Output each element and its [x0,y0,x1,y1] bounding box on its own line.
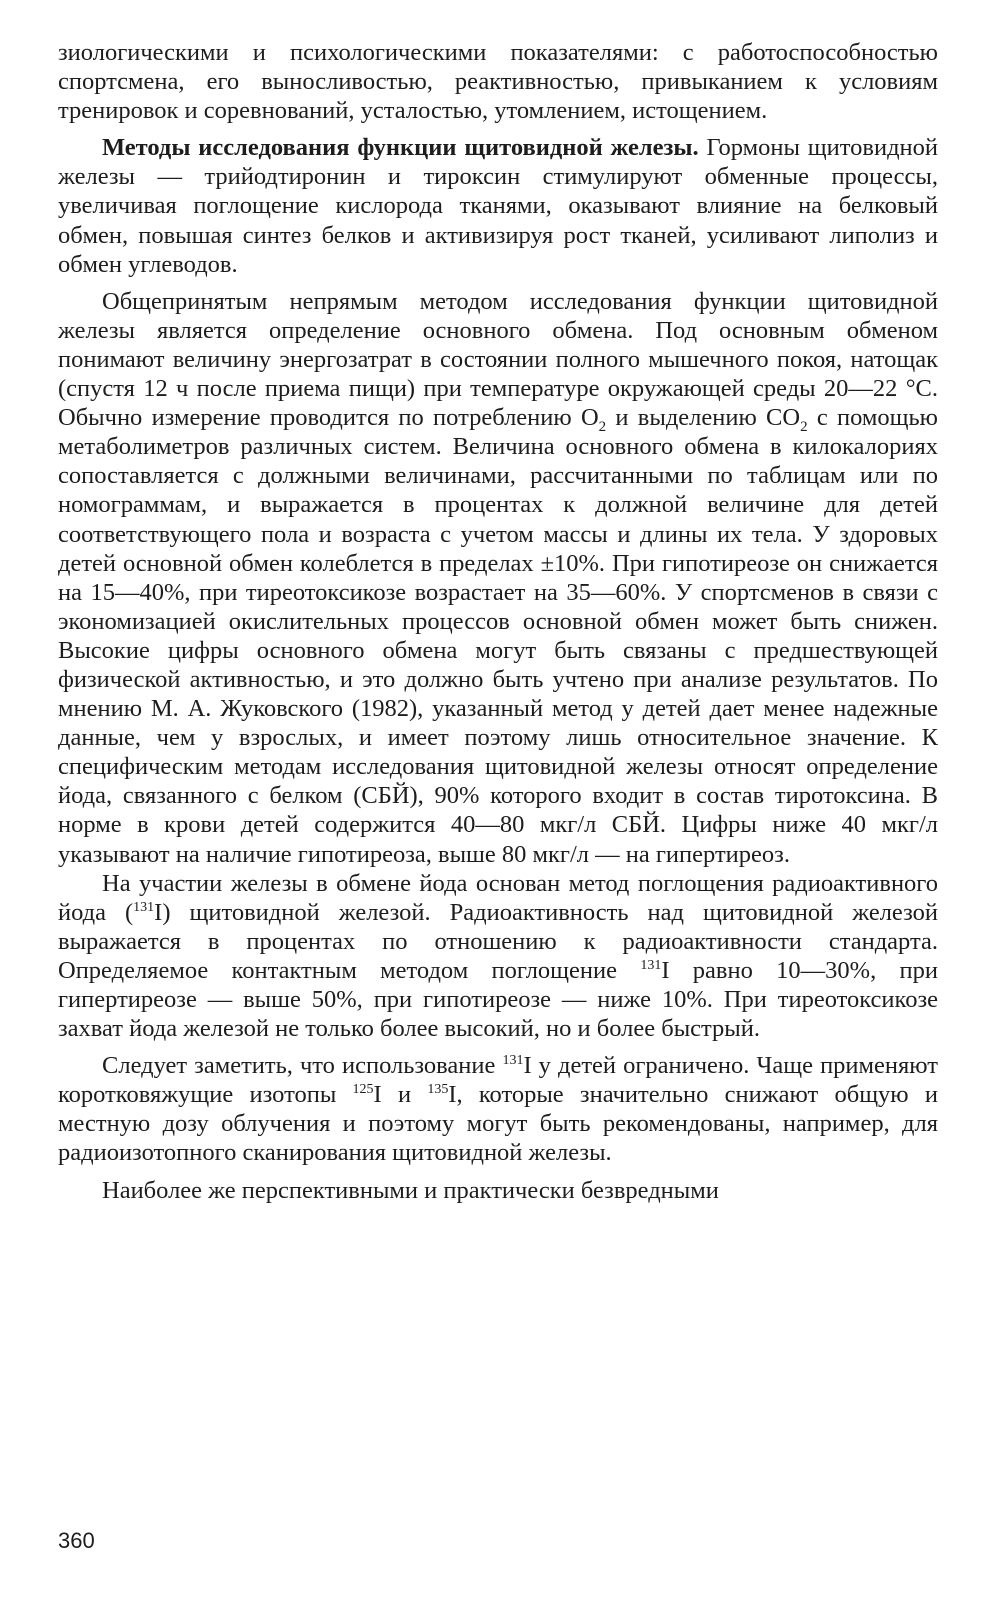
paragraph-basal-metabolism [58,287,938,869]
paragraph-text: Гормоны щитовидной железы — трийодтиронин и тироксин стимулируют обменные процессы, увеличивая поглощение кислорода тканями, оказывают влияние на белковый обмен, повышая синтез белков и активизируя рост тканей, усиливают липолиз и обмен углеводов. [58,134,939,278]
superscript: 131 [502,1053,524,1069]
superscript: 135 [427,1082,449,1098]
paragraph-text: и выделению СО [606,404,801,432]
paragraph-final [58,1176,938,1205]
paragraph-text: с помощью метаболиметров различных систем. Величина основного обмена в килокалориях сопоставляется с должными величинами, рассчитанными по таблицам или по номограммам, и выражается в процентах к должной величине для детей соответствующего пола и возраста с учетом массы и длины их тела. У здоровых детей основной обмен колеблется в пределах ±10%. При гипотиреозе он снижается на 15—40%, при тиреотоксикозе возрастает на 35—60%. У спортсменов в связи с экономизацией окислительных процессов основной обмен может быть снижен. Высокие цифры основного обмена могут быть связаны с предшествующей физической активностью, и это должно быть учтено при анализе результатов. По мнению М. А. Жуковского (1982), указанный метод у детей дает менее надежные данные, чем у взрослых, и имеет поэтому лишь относительное значение. К специфическим методам исследования щитовидной железы относят определение йода, связанного с белком (СБЙ), 90% которого входит в состав тиротоксина. В норме в крови детей содержится 40—80 мкг/л СБЙ. Цифры ниже 40 мкг/л указывают на наличие гипотиреоза, выше 80 мкг/л — на гипертиреоз. [58,404,938,868]
paragraph-text: Общепринятым непрямым методом исследования функции щитовидной железы является определение основного обмена. Под основным обменом понимают величину энергозатрат в состоянии полного мышечного покоя, натощак (спустя 12 ч после приема пищи) при температуре окружающей среды 20—22 °С. Обычно измерение проводится по потреблению О [58,287,938,432]
superscript: 131 [640,957,662,973]
paragraph-text: Наиболее же перспективными и практически безвредными [102,1176,719,1204]
paragraph-text: I и [373,1081,428,1109]
subscript: 2 [800,419,808,436]
paragraph-text: I у детей ограничено. Чаще применяют коротковяжущие изотопы [58,1052,938,1109]
page-number: 360 [58,1528,95,1553]
paragraph-text: На участии железы в обмене йода основан метод поглощения радиоактивного йода ( [58,869,938,926]
subscript: 2 [598,419,607,436]
paragraph-text: I, которые значительно снижают общую и местную дозу облучения и поэтому могут быть рекомендованы, например, для радиоизотопного сканирования щитовидной железы. [58,1081,938,1167]
paragraph-thyroid-methods [58,133,938,278]
superscript: 125 [352,1082,374,1098]
paragraph-text: Следует заметить, что использование [102,1052,503,1080]
paragraph-text: зиологическими и психологическими показателями: с работоспособностью спортсмена, его выносливостью, реактивностью, привыканием к условиям тренировок и соревнований, усталостью, утомлением, истощением. [58,39,938,125]
paragraph-text: I) щитовидной железой. Радиоактивность над щитовидной железой выражается в процентах по отношению к радиоактивности стандарта. Определяемое контактным методом поглощение [58,898,939,984]
document-page [58,38,938,1205]
paragraph-radioactive-iodine [58,869,938,1044]
section-heading: Методы исследования функции щитовидной железы. [102,134,699,162]
paragraph-continuation [58,38,938,125]
paragraph-isotopes [58,1051,938,1167]
paragraph-text: I равно 10—30%, при гипертиреозе — выше 50%, при гипотиреозе — ниже 10%. При тиреотоксикозе захват йода железой не только более высокий, но и более быстрый. [58,956,939,1043]
superscript: 131 [133,899,155,915]
